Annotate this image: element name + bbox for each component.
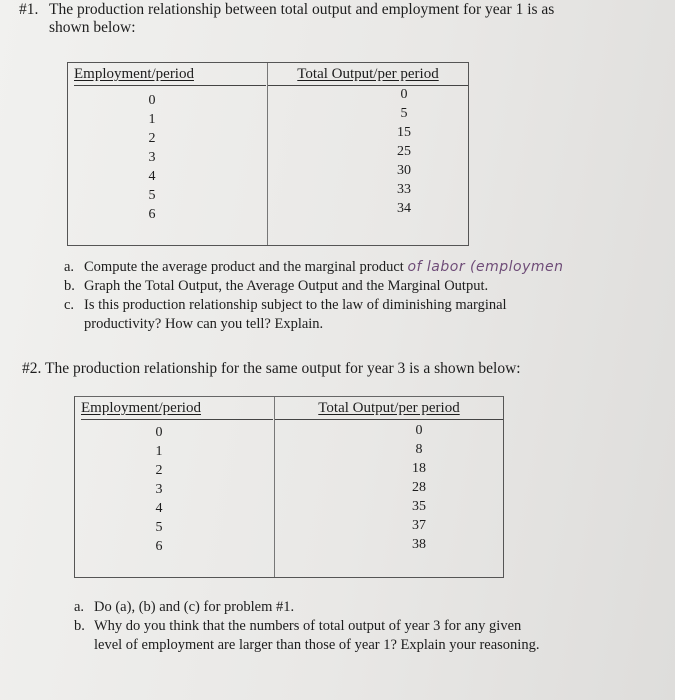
table-cell: 5 <box>155 520 163 535</box>
table-cell: 2 <box>155 463 163 478</box>
problem1-intro-line1: The production relationship between total output and employment for year 1 is as <box>49 1 555 18</box>
problem1-item-c-text-line1: Is this production relationship subject to the law of diminishing marginal <box>84 297 507 313</box>
problem2-item-a <box>74 598 539 617</box>
problem1-col2-header: Total Output/per period <box>268 63 468 86</box>
problem1-intro <box>19 1 639 37</box>
problem1-number: #1. <box>19 1 39 18</box>
table-cell: 34 <box>397 201 411 216</box>
table-cell: 38 <box>412 537 426 552</box>
problem1-col1-header: Employment/period <box>74 63 266 86</box>
table-cell: 0 <box>415 423 423 438</box>
item-letter: b. <box>74 618 85 634</box>
table-cell: 0 <box>148 93 156 108</box>
item-letter: c. <box>64 297 75 313</box>
table-cell: 1 <box>155 444 163 459</box>
problem1-item-c-text-line2: productivity? How can you tell? Explain. <box>84 316 324 332</box>
problem2-heading: #2. The production relationship for the same output for year 3 is a shown below: <box>22 360 521 377</box>
table-cell: 3 <box>155 482 163 497</box>
problem1-items <box>64 258 564 334</box>
problem2-table <box>74 396 504 578</box>
problem2-col1-header: Employment/period <box>81 397 273 420</box>
table-cell: 30 <box>397 163 411 178</box>
problem2-item-b-text-line1: Why do you think that the numbers of total output of year 3 for any given <box>94 618 522 634</box>
item-letter: a. <box>74 599 85 615</box>
problem2-table-divider <box>274 397 275 577</box>
table-cell: 1 <box>148 112 156 127</box>
problem2-col2-header: Total Output/per period <box>275 397 503 420</box>
problem1-item-b <box>64 277 564 296</box>
table-cell: 25 <box>397 144 411 159</box>
problem2-item-b-text-line2: level of employment are larger than those of year 1? Explain your reasoning. <box>94 637 540 653</box>
table-cell: 37 <box>412 518 426 533</box>
table-cell: 8 <box>415 442 423 457</box>
problem1-intro-line2: shown below: <box>49 19 136 36</box>
table-cell: 5 <box>400 106 408 121</box>
problem2-item-a-text: Do (a), (b) and (c) for problem #1. <box>94 599 295 615</box>
table-cell: 6 <box>155 539 163 554</box>
table-cell: 33 <box>397 182 411 197</box>
problem1-item-a <box>64 258 564 277</box>
handwritten-note: of labor (employmen <box>407 259 564 275</box>
table-cell: 2 <box>148 131 156 146</box>
problem1-item-c <box>64 296 564 315</box>
table-cell: 4 <box>148 169 156 184</box>
problem2-employment-column <box>139 423 179 556</box>
problem1-employment-column <box>132 91 172 224</box>
problem1-table-divider <box>267 63 268 245</box>
table-cell: 28 <box>412 480 426 495</box>
table-cell: 0 <box>155 425 163 440</box>
problem2-item-b <box>74 617 539 636</box>
table-cell: 15 <box>397 125 411 140</box>
problem2-output-column <box>399 421 439 554</box>
table-cell: 35 <box>412 499 426 514</box>
table-cell: 3 <box>148 150 156 165</box>
problem2-items <box>74 598 539 655</box>
table-cell: 6 <box>148 207 156 222</box>
table-cell: 5 <box>148 188 156 203</box>
problem1-item-b-text: Graph the Total Output, the Average Output and the Marginal Output. <box>84 278 489 294</box>
item-letter: a. <box>64 259 75 275</box>
table-cell: 4 <box>155 501 163 516</box>
problem1-item-a-text: Compute the average product and the marginal product <box>84 259 404 275</box>
table-cell: 0 <box>400 87 408 102</box>
item-letter: b. <box>64 278 75 294</box>
table-cell: 18 <box>412 461 426 476</box>
problem1-table <box>67 62 469 246</box>
problem1-output-column <box>384 85 424 218</box>
